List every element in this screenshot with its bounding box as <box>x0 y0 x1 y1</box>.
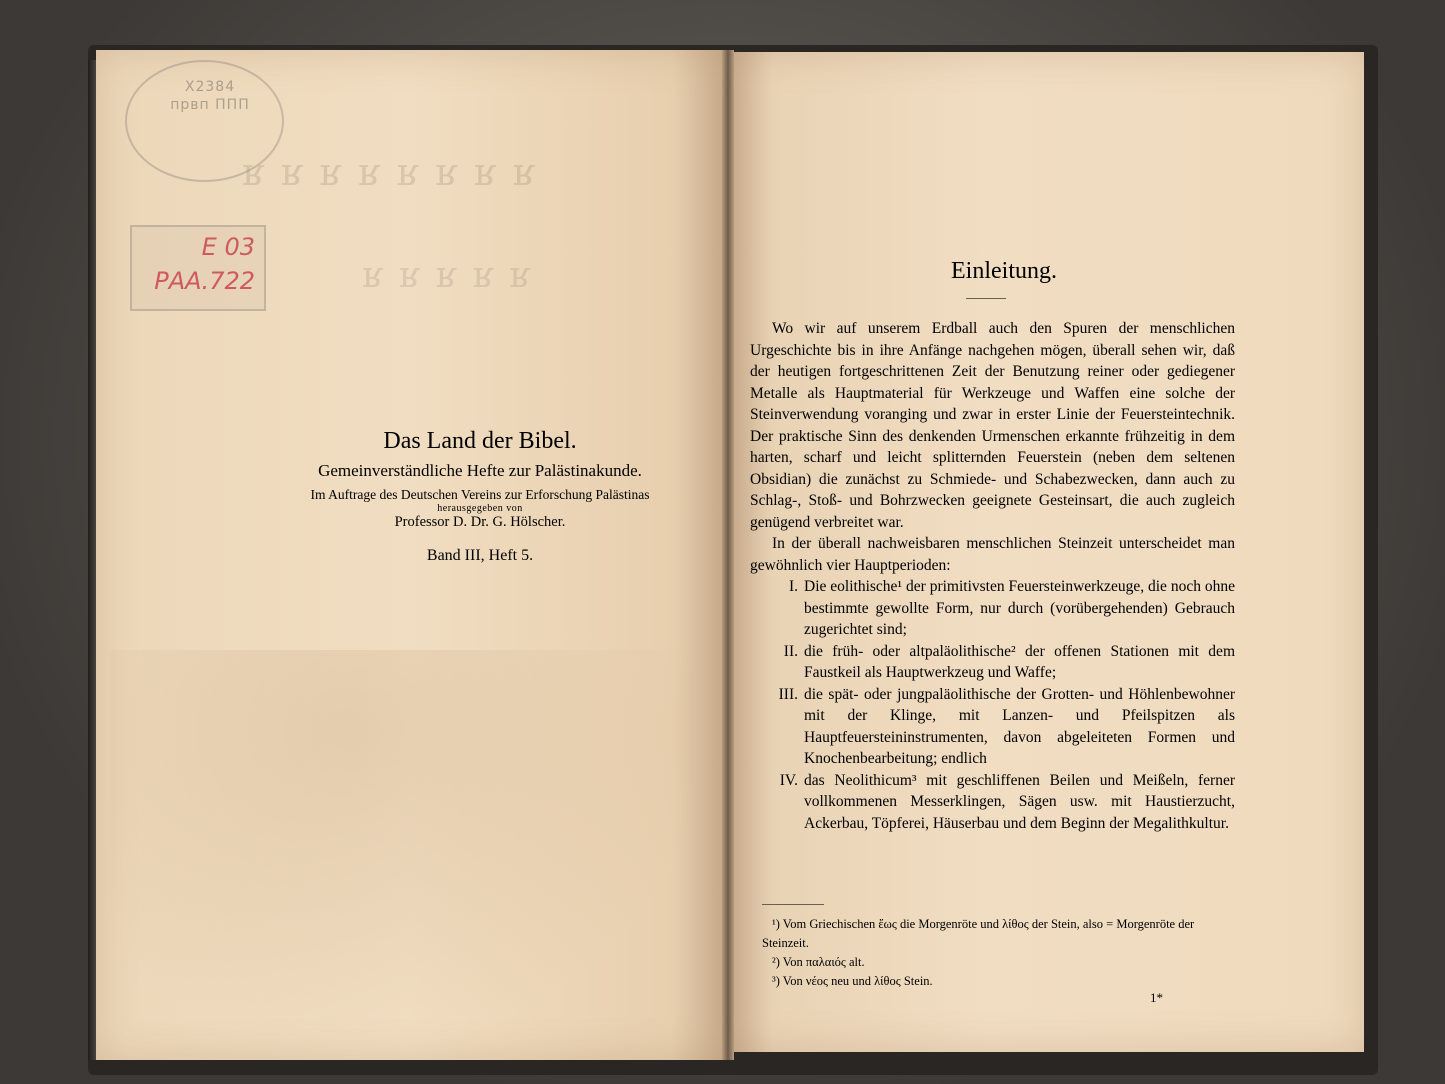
library-stamp-red-text: Е 03 РАА.722 <box>154 233 255 295</box>
commission-line: Im Auftrage des Deutschen Vereins zur Erforschung Palästinas <box>310 487 650 502</box>
period-number: III. <box>778 685 798 703</box>
period-text: die spät- oder jungpaläolithische der Grotten- und Höhlenbewohner mit der Klinge, mit Lanzen- und Pfeilspitzen als Hauptfeuersteininstrumenten, davon abgeleiteten Formen und Knochenbearbeitung; endlich <box>804 685 1235 767</box>
period-number: IV. <box>779 771 798 789</box>
list-item <box>750 770 1235 835</box>
footnotes <box>762 915 1212 991</box>
footnote: ²) Von παλαιός alt. <box>772 955 865 969</box>
period-text: die früh- oder altpaläolithische² der offenen Stationen mit dem Faustkeil als Hauptwerkzeug und Waffe; <box>804 642 1235 681</box>
period-number: I. <box>788 578 798 595</box>
paragraph: In der überall nachweisbaren menschlichen Steinzeit unterscheidet man gewöhnlich vier Hauptperioden: <box>750 535 1235 574</box>
bleed-through-text: ᴚ ᴚ ᴚ ᴚ ᴚ <box>360 255 531 296</box>
signature-mark: 1* <box>1150 990 1163 1005</box>
chapter-title: Einleitung. <box>951 258 1057 284</box>
series-subtitle: Gemeinverständliche Hefte zur Palästinakunde. <box>318 461 642 480</box>
editor-prefix: herausgegeben von <box>437 503 523 514</box>
bleed-through-text: ᴚ ᴚ ᴚ ᴚ ᴚ ᴚ ᴚ ᴚ <box>240 150 536 194</box>
editor-name: Professor D. Dr. G. Hölscher. <box>394 514 566 530</box>
book-gutter <box>722 50 734 1060</box>
period-text: Die eolithische¹ der primitivsten Feuersteinwerkzeuge, die noch ohne bestimmte gewollte Form, nur durch (vorübergehenden) Gebrauch zugerichtet sind; <box>804 578 1235 638</box>
footnote-rule <box>762 904 824 905</box>
series-title: Das Land der Bibel. <box>383 428 577 454</box>
title-rule <box>966 298 1006 299</box>
list-item <box>750 576 1235 641</box>
paragraph: Wo wir auf unserem Erdball auch den Spuren der menschlichen Urgeschichte bis in ihre Anfänge nachgehen mögen, überall sehen wir, daß der heutigen fortgeschrittenen Zeit der Benutzung reiner oder gediegener Metalle als Hauptmaterial für Werkzeuge und Waffen eine solche der Steinverwendung voranging und zwar in erster Linie der Feuersteintechnik. Der praktische Sinn des denkenden Urmenschen erkannte frühzeitig in dem harten, scharf und leicht splitternden Feuerstein (neben dem seltenen Obsidian) die zunächst zu Schmiede- und Schabezwecken, dann auch zu Schlag-, Stoß- und Bohrzwecken geeignete Gesteinsart, die auch zugleich genügend verbreitet war. <box>750 320 1235 531</box>
water-stain <box>110 650 710 1050</box>
list-item <box>750 684 1235 770</box>
list-item <box>750 641 1235 684</box>
series-title-block <box>230 428 730 565</box>
cover-spine <box>88 60 96 1060</box>
period-list <box>750 576 1235 834</box>
footnote: ³) Von νέος neu und λίθος Stein. <box>772 974 933 988</box>
footnote: ¹) Vom Griechischen ἕως die Morgenröte und λίθος der Stein, also = Morgenröte der Steinzeit. <box>762 917 1195 950</box>
library-stamp-oval-text: Х2384 првп ППП <box>170 79 250 113</box>
volume-number: Band III, Heft 5. <box>426 547 534 564</box>
body-text <box>750 318 1235 834</box>
period-number: II. <box>783 642 798 660</box>
period-text: das Neolithicum³ mit geschliffenen Beilen und Meißeln, ferner vollkommenen Messerklingen, Sägen usw. mit Haustierzucht, Ackerbau, Töpferei, Häuserbau und dem Beginn der Megalithkultur. <box>804 771 1235 832</box>
